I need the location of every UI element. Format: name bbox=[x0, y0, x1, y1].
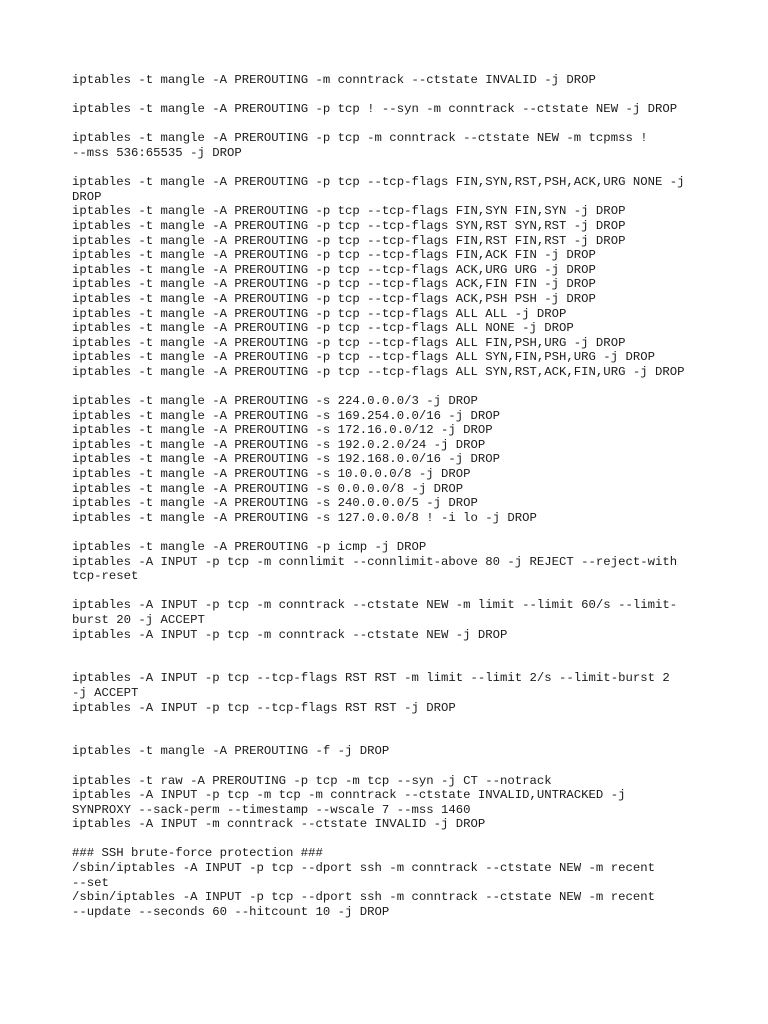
paragraph-source-blocks bbox=[72, 394, 712, 525]
text-line: iptables -A INPUT -p tcp -m tcp -m conntrack --ctstate INVALID,UNTRACKED -j bbox=[72, 788, 626, 803]
text-line: iptables -t mangle -A PREROUTING -p tcp --tcp-flags ACK,FIN FIN -j DROP bbox=[72, 277, 596, 292]
text-line: iptables -t mangle -A PREROUTING -f -j DROP bbox=[72, 744, 390, 759]
text-line: iptables -t mangle -A PREROUTING -p tcp --tcp-flags ALL NONE -j DROP bbox=[72, 321, 574, 336]
text-line: iptables -t mangle -A PREROUTING -p tcp -m conntrack --ctstate NEW -m tcpmss ! bbox=[72, 131, 648, 146]
text-line: iptables -t mangle -A PREROUTING -p tcp --tcp-flags ALL SYN,FIN,PSH,URG -j DROP bbox=[72, 350, 655, 365]
text-line: ### SSH brute-force protection ### bbox=[72, 846, 323, 861]
paragraph-syn bbox=[72, 102, 712, 117]
text-line: iptables -t mangle -A PREROUTING -p tcp --tcp-flags ACK,PSH PSH -j DROP bbox=[72, 291, 596, 306]
paragraph-fragments bbox=[72, 744, 712, 759]
paragraph-mss bbox=[72, 131, 712, 160]
text-line: iptables -t raw -A PREROUTING -p tcp -m tcp --syn -j CT --notrack bbox=[72, 773, 552, 788]
text-line: iptables -t mangle -A PREROUTING -s 192.0.2.0/24 -j DROP bbox=[72, 437, 486, 452]
text-line: iptables -t mangle -A PREROUTING -p tcp --tcp-flags ALL SYN,RST,ACK,FIN,URG -j DROP bbox=[72, 364, 685, 379]
text-line: iptables -A INPUT -p tcp -m conntrack --ctstate NEW -j DROP bbox=[72, 627, 508, 642]
text-line: iptables -t mangle -A PREROUTING -s 0.0.0.0/8 -j DROP bbox=[72, 481, 464, 496]
text-line: iptables -t mangle -A PREROUTING -p tcp --tcp-flags FIN,SYN,RST,PSH,ACK,URG NONE -j bbox=[72, 175, 685, 190]
paragraph-icmp-connlimit bbox=[72, 540, 712, 584]
text-line: iptables -A INPUT -p tcp -m connlimit --connlimit-above 80 -j REJECT --reject-with bbox=[72, 554, 678, 569]
text-line: iptables -t mangle -A PREROUTING -p tcp --tcp-flags ALL ALL -j DROP bbox=[72, 306, 567, 321]
text-line: --set bbox=[72, 875, 109, 890]
text-line: --mss 536:65535 -j DROP bbox=[72, 145, 242, 160]
text-line: iptables -t mangle -A PREROUTING -s 10.0.0.0/8 -j DROP bbox=[72, 467, 471, 482]
text-line: iptables -t mangle -A PREROUTING -s 224.0.0.0/3 -j DROP bbox=[72, 394, 478, 409]
paragraph-synproxy bbox=[72, 774, 712, 832]
text-line: --update --seconds 60 --hitcount 10 -j DROP bbox=[72, 904, 390, 919]
text-line: iptables -t mangle -A PREROUTING -p tcp --tcp-flags FIN,ACK FIN -j DROP bbox=[72, 248, 596, 263]
paragraph-invalid bbox=[72, 73, 712, 88]
document-body bbox=[72, 73, 712, 934]
text-line: iptables -A INPUT -p tcp --tcp-flags RST RST -m limit --limit 2/s --limit-burst 2 bbox=[72, 671, 670, 686]
text-line: iptables -t mangle -A PREROUTING -m conntrack --ctstate INVALID -j DROP bbox=[72, 73, 596, 87]
paragraph-ssh-brute-force bbox=[72, 846, 712, 919]
text-line: iptables -t mangle -A PREROUTING -s 127.0.0.0/8 ! -i lo -j DROP bbox=[72, 510, 537, 525]
text-line: DROP bbox=[72, 189, 102, 204]
paragraph-tcp-flags bbox=[72, 175, 712, 379]
text-line: /sbin/iptables -A INPUT -p tcp --dport ssh -m conntrack --ctstate NEW -m recent bbox=[72, 890, 655, 905]
text-line: iptables -t mangle -A PREROUTING -p tcp ! --syn -m conntrack --ctstate NEW -j DROP bbox=[72, 102, 678, 117]
text-line: iptables -t mangle -A PREROUTING -p tcp --tcp-flags ALL FIN,PSH,URG -j DROP bbox=[72, 335, 626, 350]
text-line: iptables -t mangle -A PREROUTING -s 172.16.0.0/12 -j DROP bbox=[72, 423, 493, 438]
text-line: iptables -t mangle -A PREROUTING -p tcp --tcp-flags FIN,RST FIN,RST -j DROP bbox=[72, 233, 626, 248]
text-line: iptables -t mangle -A PREROUTING -s 192.168.0.0/16 -j DROP bbox=[72, 452, 501, 467]
text-line: iptables -t mangle -A PREROUTING -p icmp -j DROP bbox=[72, 540, 427, 554]
text-line: burst 20 -j ACCEPT bbox=[72, 612, 205, 627]
text-line: iptables -t mangle -A PREROUTING -s 169.254.0.0/16 -j DROP bbox=[72, 408, 501, 423]
paragraph-limit-rst bbox=[72, 671, 712, 715]
text-line: tcp-reset bbox=[72, 569, 139, 584]
text-line: SYNPROXY --sack-perm --timestamp --wscale 7 --mss 1460 bbox=[72, 802, 471, 817]
text-line: iptables -A INPUT -p tcp --tcp-flags RST RST -j DROP bbox=[72, 700, 456, 715]
text-line: iptables -t mangle -A PREROUTING -p tcp --tcp-flags ACK,URG URG -j DROP bbox=[72, 262, 596, 277]
text-line: iptables -t mangle -A PREROUTING -p tcp --tcp-flags FIN,SYN FIN,SYN -j DROP bbox=[72, 204, 626, 219]
text-line: iptables -A INPUT -m conntrack --ctstate INVALID -j DROP bbox=[72, 817, 486, 832]
text-line: iptables -t mangle -A PREROUTING -p tcp --tcp-flags SYN,RST SYN,RST -j DROP bbox=[72, 218, 626, 233]
text-line: iptables -t mangle -A PREROUTING -s 240.0.0.0/5 -j DROP bbox=[72, 496, 478, 511]
text-line: -j ACCEPT bbox=[72, 685, 139, 700]
text-line: iptables -A INPUT -p tcp -m conntrack --ctstate NEW -m limit --limit 60/s --limit- bbox=[72, 598, 678, 613]
paragraph-limit-new bbox=[72, 598, 712, 642]
text-line: /sbin/iptables -A INPUT -p tcp --dport ssh -m conntrack --ctstate NEW -m recent bbox=[72, 861, 655, 876]
